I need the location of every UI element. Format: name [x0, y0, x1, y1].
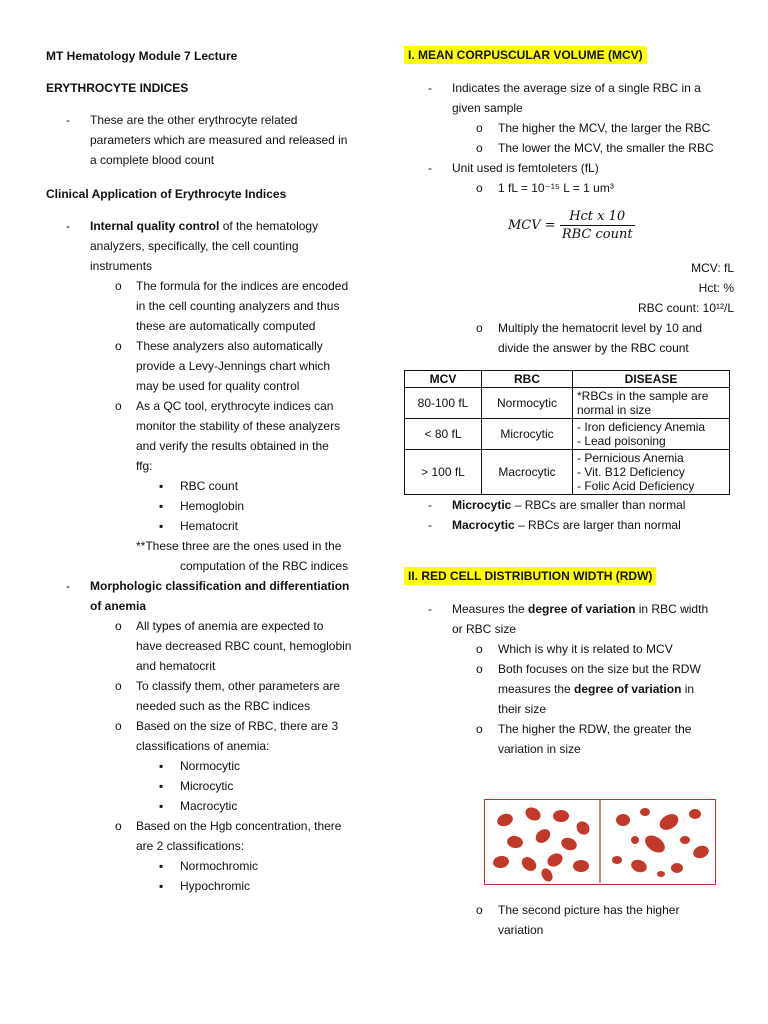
- rdw-sub-1: o Which is why it is related to MCV: [404, 639, 734, 659]
- square-marker: ▪: [159, 859, 164, 873]
- mcv-sub: o The higher the MCV, the larger the RBC: [404, 118, 734, 138]
- rdw-picture-note: o The second picture has the higher variation: [498, 900, 679, 940]
- list-item: ▪ Normochromic: [46, 856, 368, 876]
- circle-marker: o: [476, 662, 483, 676]
- circle-marker: o: [115, 279, 122, 293]
- right-column: [404, 46, 734, 759]
- circle-marker: o: [115, 719, 122, 733]
- dash-marker: -: [428, 81, 432, 95]
- dash-marker: -: [428, 518, 432, 532]
- clinical-heading: Clinical Application of Erythrocyte Indices: [46, 187, 287, 201]
- circle-marker: o: [115, 339, 122, 353]
- list-item: ▪ RBC count: [46, 476, 368, 496]
- table-row: > 100 fL Macrocytic - Pernicious Anemia - Vit. B12 Deficiency - Folic Acid Deficiency: [405, 450, 730, 495]
- list-item: ▪ Hemoglobin: [46, 496, 368, 516]
- table-row: 80-100 fL Normocytic *RBCs in the sample are normal in size: [405, 388, 730, 419]
- mcv-unit-sub: o 1 fL = 10⁻¹⁵ L = 1 um³: [404, 178, 734, 198]
- table-header-row: MCV RBC DISEASE: [405, 371, 730, 388]
- dash-marker: -: [428, 602, 432, 616]
- morph-bullet: - Morphologic classification and differentiation of anemia: [46, 576, 368, 616]
- circle-marker: o: [115, 399, 122, 413]
- circle-marker: o: [115, 819, 122, 833]
- circle-marker: o: [476, 321, 483, 335]
- dash-marker: -: [66, 113, 70, 127]
- square-marker: ▪: [159, 479, 164, 493]
- mcv-formula: MCV = $\frac{\text{Hct x 10}}{\text{RBC count}}$: [508, 209, 633, 242]
- variable-rbc-sample: [612, 808, 711, 877]
- indices-note: **These three are the ones used in the computation of the RBC indices: [136, 539, 349, 573]
- macrocytic-def: - Macrocytic – RBCs are larger than normal: [404, 515, 734, 535]
- circle-marker: o: [115, 679, 122, 693]
- mcv-unit-bullet: - Unit used is femtoleters (fL): [404, 158, 734, 178]
- square-marker: ▪: [159, 779, 164, 793]
- list-item: ▪ Hypochromic: [46, 876, 368, 896]
- morph-sub-1: o All types of anemia are expected to have decreased RBC count, hemoglobin and hematocrit: [46, 616, 368, 676]
- circle-marker: o: [476, 141, 483, 155]
- list-item: ▪ Microcytic: [46, 776, 368, 796]
- rbc-comparison-image: [484, 799, 716, 885]
- section-heading: ERYTHROCYTE INDICES: [46, 81, 189, 95]
- square-marker: ▪: [159, 519, 164, 533]
- list-item: ▪ Macrocytic: [46, 796, 368, 816]
- mcv-heading: I. MEAN CORPUSCULAR VOLUME (MCV): [404, 46, 647, 64]
- circle-marker: o: [476, 722, 483, 736]
- square-marker: ▪: [159, 879, 164, 893]
- rdw-heading: II. RED CELL DISTRIBUTION WIDTH (RDW): [404, 567, 656, 585]
- formula-fraction: $\frac{\text{Hct x 10}}{\text{RBC count}}$: [561, 209, 633, 242]
- iqc-sub-2: o These analyzers also automatically provide a Levy-Jennings chart which may be used for quality control: [46, 336, 368, 396]
- list-item: ▪ Normocytic: [46, 756, 368, 776]
- mcv-bullet-1: - Indicates the average size of a single RBC in a given sample: [404, 78, 734, 118]
- iqc-sub-3: o As a QC tool, erythrocyte indices can monitor the stability of these analyzers and verify the results obtained in the ffg:: [46, 396, 368, 476]
- square-marker: ▪: [159, 499, 164, 513]
- page-title: MT Hematology Module 7 Lecture: [46, 49, 238, 63]
- iqc-bullet: - Internal quality control of the hematology analyzers, specifically, the cell counting instruments: [46, 216, 368, 276]
- circle-marker: o: [476, 642, 483, 656]
- left-column: [46, 46, 368, 896]
- morph-sub-2: o To classify them, other parameters are needed such as the RBC indices: [46, 676, 368, 716]
- dash-marker: -: [428, 498, 432, 512]
- circle-marker: o: [115, 619, 122, 633]
- dash-marker: -: [66, 579, 70, 593]
- circle-marker: o: [476, 181, 483, 195]
- mcv-table: [404, 370, 730, 495]
- rdw-sub-2: o Both focuses on the size but the RDW measures the degree of variation in their size: [404, 659, 734, 719]
- iqc-sub-1: o The formula for the indices are encoded in the cell counting analyzers and thus these are automatically computed: [46, 276, 368, 336]
- formula-legend: MCV: fL Hct: % RBC count: 10¹²/L: [637, 261, 734, 315]
- square-marker: ▪: [159, 799, 164, 813]
- rdw-bullet: - Measures the degree of variation in RBC width or RBC size: [404, 599, 734, 639]
- dash-marker: -: [428, 161, 432, 175]
- multiply-note: o Multiply the hematocrit level by 10 and divide the answer by the RBC count: [404, 318, 734, 358]
- morph-sub-3: o Based on the size of RBC, there are 3 classifications of anemia:: [46, 716, 368, 756]
- list-item: ▪ Hematocrit: [46, 516, 368, 536]
- microcytic-def: - Microcytic – RBCs are smaller than normal: [404, 495, 734, 515]
- intro-bullet: - These are the other erythrocyte related parameters which are measured and released in a complete blood count: [46, 110, 368, 170]
- circle-marker: o: [476, 903, 483, 917]
- square-marker: ▪: [159, 759, 164, 773]
- uniform-rbc-sample: [492, 805, 592, 883]
- rdw-sub-3: o The higher the RDW, the greater the variation in size: [404, 719, 734, 759]
- mcv-sub: o The lower the MCV, the smaller the RBC: [404, 138, 734, 158]
- table-row: < 80 fL Microcytic - Iron deficiency Anemia - Lead poisoning: [405, 419, 730, 450]
- morph-sub-4: o Based on the Hgb concentration, there are 2 classifications:: [46, 816, 368, 856]
- rbc-illustration: [485, 800, 714, 883]
- dash-marker: -: [66, 219, 70, 233]
- circle-marker: o: [476, 121, 483, 135]
